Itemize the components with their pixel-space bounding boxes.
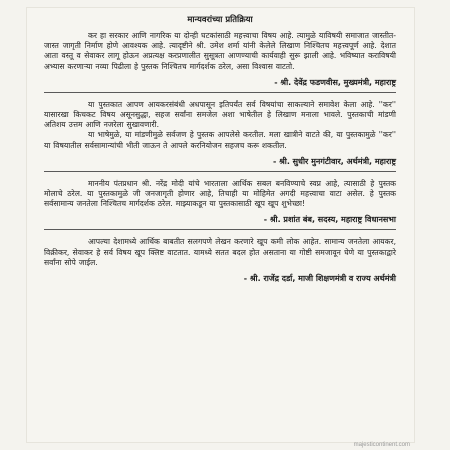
endorsement-signature: - श्री. राजेंद्र दर्डा, माजी शिक्षणमंत्री व राज्य अर्थमंत्री xyxy=(243,274,396,284)
endorsement-signature: - श्री. सुधीर मुनगंटीवार, अर्थमंत्री, महाराष्ट्र xyxy=(272,156,396,166)
endorsement-4 xyxy=(44,237,396,284)
endorsement-text: आपल्या देशामध्ये आर्थिक बाबतीत सलगपणे लेखन करणारे खूप कमी लोक आहेत. सामान्य जनतेला आयकर, विक्रीकर, सेवाकर हे सर्व विषय खूप क्लिष्ट वाटतात. यामध्ये सतत बदल होत असताना या गोष्टी समजावून घेणे या पुस्तकाद्वारे सर्वांना सोपे जाईल. xyxy=(44,237,396,267)
endorsement-text-continued: या भाषेमुळे, या मांडणीमुळे सर्वजण हे पुस्तक आपलेसे करतील. मला खात्रीने वाटते की, या पुस्तकामुळे ''कर'' या विषयातील सर्वसामान्यांची भीती जाऊन ते आपले करनियोजन सहजच करू शकतील. xyxy=(44,130,396,150)
endorsements-content xyxy=(44,14,396,284)
section-divider xyxy=(44,229,396,230)
section-divider xyxy=(44,92,396,93)
endorsement-1 xyxy=(44,31,396,93)
watermark: majesticontinent.com xyxy=(353,442,410,448)
section-divider xyxy=(44,171,396,172)
endorsement-signature: - श्री. प्रशांत बंब, सदस्य, महाराष्ट्र विधानसभा xyxy=(263,215,396,225)
endorsement-text: माननीय पंतप्रधान श्री. नरेंद्र मोदी यांचे भारताला आर्थिक सबल बनविण्याचे स्वप्न आहे, त्यासाठी हे पुस्तक मोलाचे ठरेल. या पुस्तकामुळे जी जनजागृती होणार आहे, तिचाही या मोहिमेत अगदी महत्त्वाचा वाटा असेल. हे पुस्तक सर्वसामान्य जनतेला निश्चितच मार्गदर्शक ठरेल. माझ्याकडून या पुस्तकासाठी खूप खूप शुभेच्छा! xyxy=(44,178,396,209)
endorsement-3 xyxy=(44,179,396,231)
endorsement-text: या पुस्तकात आपण आयकरसंबंधी अधपासून इतिपर्यंत सर्व विषयांचा साकल्याने समावेश केला आहे. ''कर'' यासारखा किचकट विषय असूनसुद्धा, सहज सर्वांना समजेल अशा भाषेतील हे लिखाण मनाला भावले. पुस्तकाची मांडणी अतिशय उत्तम आणि नजरेला सुखावणारी. xyxy=(44,99,396,130)
endorsement-text: कर हा सरकार आणि नागरिक या दोन्ही घटकांसाठी महत्त्वाचा विषय आहे. त्यामुळे याविषयी समाजात जास्तीत-जास्त जागृती निर्माण होणे आवश्यक आहे. त्यादृष्टीने श्री. उमेश शर्मा यांनी केलेले लिखाण निश्चितच महत्त्वपूर्ण आहे. देशात आता वस्तू व सेवाकर लागू होऊन अप्रत्यक्ष करप्रणालीत सुसूत्रता आणण्याची कार्यवाही सुरू झाली आहे. भविष्यात कराविषयी अभ्यास करणाऱ्या नव्या पिढीला हे पुस्तक निश्चितच मार्गदर्शक ठरेल, असा विश्वास वाटतो. xyxy=(44,31,396,71)
endorsement-2 xyxy=(44,100,396,172)
page-heading: मान्यवरांच्या प्रतिक्रिया xyxy=(187,14,253,24)
endorsement-signature: - श्री. देवेंद्र फडणवीस, मुख्यमंत्री, महाराष्ट्र xyxy=(274,77,396,87)
